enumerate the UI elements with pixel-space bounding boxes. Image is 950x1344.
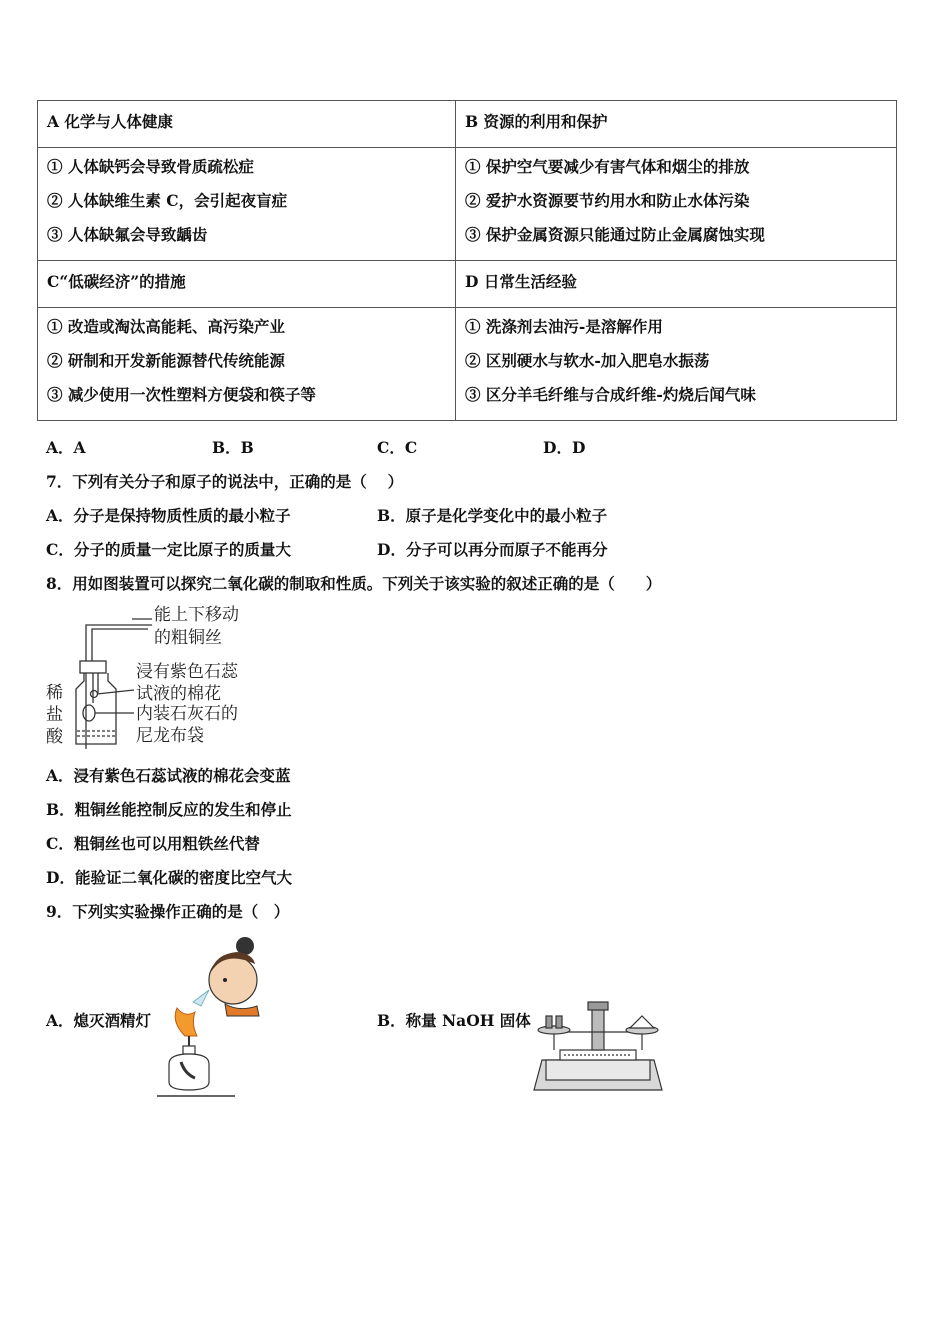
cell-c-item-2: ② 研制和开发新能源替代传统能源 [47,351,285,370]
cell-a-item-1: ① 人体缺钙会导致骨质疏松症 [47,157,254,176]
cell-a-header: A 化学与人体健康 [38,101,456,148]
cell-a-item-2: ② 人体缺维生素 C，会引起夜盲症 [47,191,288,210]
wire-label-2: 的粗铜丝 [154,628,222,648]
bag-label-1: 内装石灰石的 [136,704,238,724]
q7-option-d: D．分子可以再分而原子不能再分 [377,540,608,559]
cell-b-item-1: ① 保护空气要减少有害气体和烟尘的排放 [465,157,750,176]
acid-label-1: 稀 [46,683,63,703]
balance-illustration [530,998,666,1094]
cell-b-item-3: ③ 保护金属资源只能通过防止金属腐蚀实现 [465,225,765,244]
acid-label-3: 酸 [46,727,63,747]
knowledge-table [37,100,897,421]
q6-option-d: D．D [543,438,586,457]
cell-a-body [38,148,456,261]
q6-option-a: A．A [46,438,86,457]
blowing-lamp-drawing [155,932,270,1098]
cell-b-body [456,148,897,261]
q9-option-b: B．称量 NaOH 固体 [377,1011,531,1030]
cell-c-item-3: ③ 减少使用一次性塑料方便袋和筷子等 [47,385,316,404]
q8-option-d: D．能验证二氧化碳的密度比空气大 [46,868,292,887]
cell-a-item-3: ③ 人体缺氟会导致龋齿 [47,225,208,244]
q7-option-c: C．分子的质量一定比原子的质量大 [46,540,291,559]
q7-option-b: B．原子是化学变化中的最小粒子 [377,506,608,525]
q6-option-c: C．C [377,438,418,457]
co2-apparatus-diagram [44,603,254,751]
blowing-lamp-illustration [155,932,270,1098]
cotton-label-1: 浸有紫色石蕊 [136,662,238,682]
q8-option-c: C．粗铜丝也可以用粗铁丝代替 [46,834,260,853]
cell-d-body [456,308,897,421]
cell-c-header: C“低碳经济”的措施 [38,261,456,308]
cell-b-item-2: ② 爱护水资源要节约用水和防止水体污染 [465,191,750,210]
q7-stem: 7．下列有关分子和原子的说法中，正确的是（ ） [46,472,404,491]
q9-option-a: A．熄灭酒精灯 [46,1011,152,1030]
q7-option-a: A．分子是保持物质性质的最小粒子 [46,506,291,525]
q8-option-b: B．粗铜丝能控制反应的发生和停止 [46,800,292,819]
q8-stem: 8．用如图装置可以探究二氧化碳的制取和性质。下列关于该实验的叙述正确的是（ ） [46,574,662,593]
cell-d-item-1: ① 洗涤剂去油污-是溶解作用 [465,317,663,336]
cell-d-item-2: ② 区别硬水与软水-加入肥皂水振荡 [465,351,710,370]
q8-option-a: A．浸有紫色石蕊试液的棉花会变蓝 [46,766,291,785]
q6-option-b: B．B [212,438,254,457]
cell-c-body [38,308,456,421]
wire-label-1: 能上下移动 [154,605,239,625]
balance-drawing [530,998,666,1094]
q9-stem: 9．下列实实验操作正确的是（ ） [46,902,290,921]
acid-label-2: 盐 [46,705,63,725]
cell-c-item-1: ① 改造或淘汰高能耗、高污染产业 [47,317,285,336]
bag-label-2: 尼龙布袋 [136,726,204,746]
cell-d-item-3: ③ 区分羊毛纤维与合成纤维-灼烧后闻气味 [465,385,756,404]
cell-d-header: D 日常生活经验 [456,261,897,308]
cotton-label-2: 试液的棉花 [136,684,221,704]
cell-b-header: B 资源的利用和保护 [456,101,897,148]
